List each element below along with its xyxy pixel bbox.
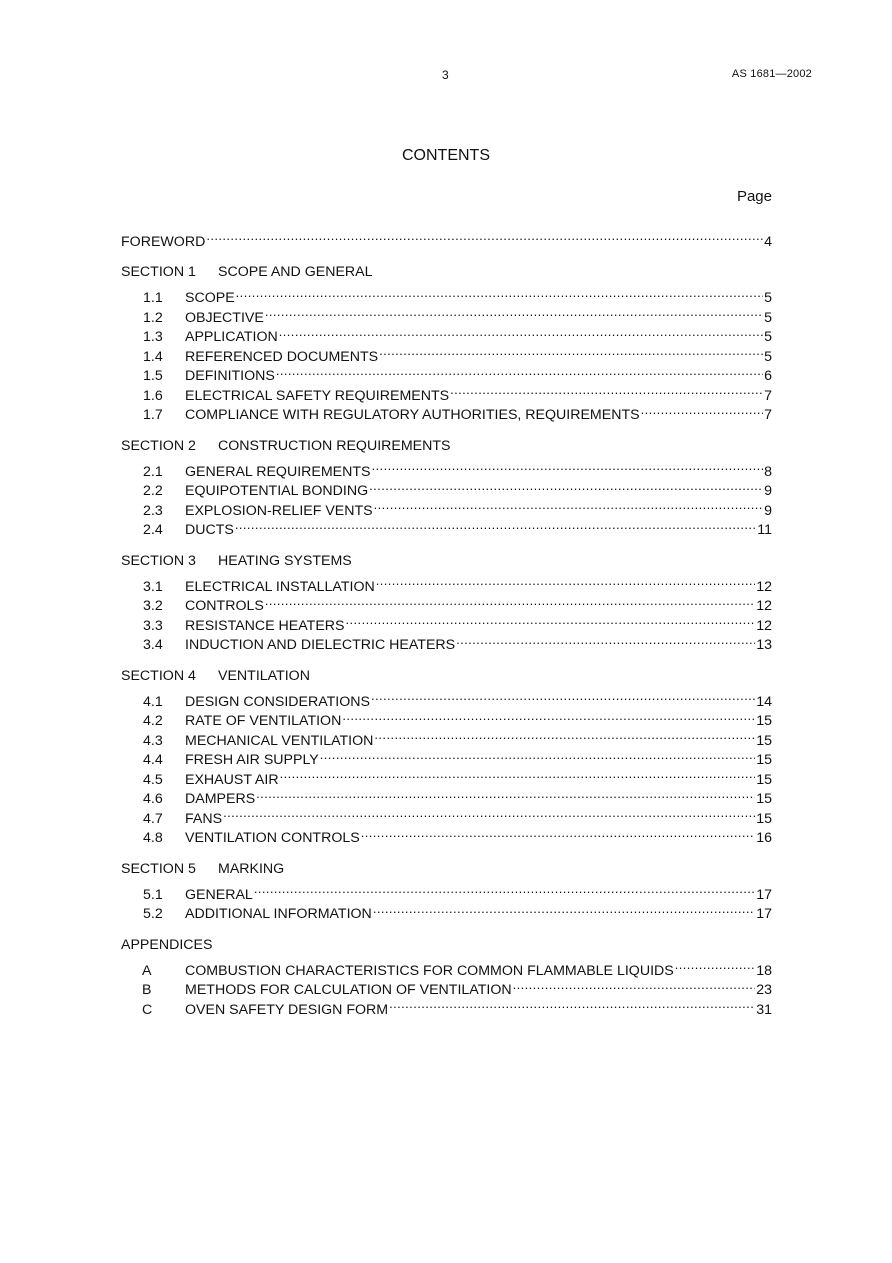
toc-entry-title: ELECTRICAL SAFETY REQUIREMENTS	[185, 387, 450, 404]
toc-entry-title: EXPLOSION-RELIEF VENTS	[185, 502, 373, 519]
toc-entry-page: 5	[764, 290, 772, 306]
toc-entry-title: REFERENCED DOCUMENTS	[185, 348, 379, 365]
toc-entry-number: 4.4	[143, 752, 163, 768]
toc-entry-number: 2.2	[143, 483, 163, 499]
dot-leader	[223, 803, 755, 823]
toc-entry-title: DEFINITIONS	[185, 368, 275, 384]
dot-leader	[320, 745, 755, 765]
toc-entry-page: 5	[764, 309, 772, 326]
toc-entry-page: 11	[757, 522, 772, 538]
toc-entry-foreword[interactable]	[121, 226, 772, 250]
toc-entry-number: 4.5	[143, 771, 163, 788]
toc-entry-number: 5.1	[143, 886, 163, 903]
dot-leader	[279, 322, 763, 342]
toc-entry-title: INDUCTION AND DIELECTRIC HEATERS	[185, 637, 456, 653]
toc-entry-number: 2.3	[143, 502, 163, 519]
dot-leader	[373, 899, 755, 919]
toc-entry-number: 3.4	[143, 637, 163, 653]
toc-entry-number: 2.1	[143, 463, 163, 480]
toc-entry-page: 8	[764, 463, 772, 480]
toc-entry-number: A	[142, 962, 152, 979]
toc-entry-number: 1.4	[143, 348, 163, 365]
toc-entry-page: 15	[756, 810, 772, 827]
toc-entry-page: 12	[756, 617, 772, 634]
toc-entry-page: 4	[764, 233, 772, 250]
toc-entry[interactable]	[121, 879, 772, 903]
dot-leader	[641, 400, 764, 420]
toc-entry-number: 4.7	[143, 810, 163, 827]
dot-leader	[513, 975, 756, 995]
toc-entry-number: 3.2	[143, 598, 163, 614]
dot-leader	[361, 823, 755, 843]
toc-entry-page: 13	[756, 637, 772, 653]
toc-entry-page: 31	[756, 1001, 772, 1018]
dot-leader	[254, 879, 755, 899]
section-number: SECTION 4	[121, 667, 196, 684]
toc-entry-page: 15	[756, 752, 772, 768]
toc-entry-title: DUCTS	[185, 522, 234, 538]
dot-leader	[236, 283, 763, 303]
dot-leader	[276, 361, 763, 381]
dot-leader	[374, 495, 763, 515]
appendices-heading	[121, 936, 772, 956]
toc-entry-title: VENTILATION CONTROLS	[185, 830, 360, 846]
page-column-label: Page	[736, 188, 772, 205]
toc-entry-number: 1.7	[143, 407, 163, 423]
toc-entry-title: FANS	[185, 810, 223, 827]
toc-entry-page: 9	[764, 502, 772, 519]
toc-entry-page: 7	[764, 407, 772, 423]
toc-entry-number: 1.3	[143, 329, 163, 345]
dot-leader	[372, 456, 764, 476]
toc-entry-title: APPLICATION	[185, 329, 278, 345]
toc-entry-page: 17	[756, 906, 772, 922]
toc-entry-title: RESISTANCE HEATERS	[185, 617, 345, 634]
toc-entry-title: COMBUSTION CHARACTERISTICS FOR COMMON FLAMMABLE LIQUIDS	[185, 962, 674, 979]
section-number: SECTION 1	[121, 264, 196, 280]
toc-entry-number: B	[142, 982, 152, 998]
toc-entry-page: 14	[756, 693, 772, 710]
dot-leader	[369, 476, 763, 496]
toc-entry-title: ADDITIONAL INFORMATION	[185, 906, 372, 922]
section-gap	[121, 246, 772, 264]
toc-entry-number: 3.3	[143, 617, 163, 634]
toc-entry-number: 4.2	[143, 713, 163, 729]
section-heading[interactable]	[121, 437, 772, 457]
toc-entry-title: GENERAL	[185, 886, 253, 903]
dot-leader	[235, 515, 756, 535]
dot-leader	[346, 610, 756, 630]
toc-entry-page: 15	[756, 732, 772, 749]
toc-entry-number: 5.2	[143, 906, 163, 922]
section-number: SECTION 2	[121, 437, 196, 454]
toc-entry-page: 5	[764, 348, 772, 365]
toc-entry-page: 12	[756, 598, 772, 614]
toc-entry-title: EXHAUST AIR	[185, 771, 279, 788]
toc-entry-page: 16	[756, 830, 772, 846]
section-number: SECTION 5	[121, 860, 196, 877]
toc-entry-title: OVEN SAFETY DESIGN FORM	[185, 1001, 389, 1018]
toc-sections	[121, 246, 772, 922]
toc-entry-page: 15	[756, 771, 772, 788]
section-title: HEATING SYSTEMS	[218, 552, 352, 569]
toc-entry-number: 3.1	[143, 578, 163, 595]
dot-leader	[450, 380, 763, 400]
dot-leader	[379, 341, 763, 361]
toc-entry-title: MECHANICAL VENTILATION	[185, 732, 374, 749]
toc-entry-page: 18	[756, 962, 772, 979]
toc-entry-title: ELECTRICAL INSTALLATION	[185, 578, 375, 595]
toc-entry-page: 15	[756, 791, 772, 807]
table-of-contents	[121, 226, 772, 1018]
toc-entry-number: 1.2	[143, 309, 163, 326]
toc-entry-number: 1.5	[143, 368, 163, 384]
dot-leader	[265, 302, 763, 322]
dot-leader	[256, 784, 755, 804]
toc-entry-number: 4.1	[143, 693, 163, 710]
toc-entry-page: 23	[756, 982, 772, 998]
toc-entry[interactable]	[121, 283, 772, 306]
document-identifier: AS 1681—2002	[731, 68, 812, 80]
section-title: VENTILATION	[218, 667, 310, 684]
dot-leader	[206, 226, 763, 246]
contents-title: CONTENTS	[402, 147, 490, 164]
section-heading[interactable]	[121, 552, 772, 572]
dot-leader	[376, 571, 755, 591]
toc-entry-page: 5	[764, 329, 772, 345]
section-heading[interactable]	[121, 860, 772, 880]
dot-leader	[371, 686, 755, 706]
toc-entry-number: 4.8	[143, 830, 163, 846]
toc-entry-number: 2.4	[143, 522, 163, 538]
toc-entry-title: COMPLIANCE WITH REGULATORY AUTHORITIES, REQUIREMENTS	[185, 407, 640, 423]
section-title: SCOPE AND GENERAL	[218, 264, 373, 280]
toc-entry-number: 1.6	[143, 387, 163, 404]
dot-leader	[456, 630, 755, 650]
section-title: MARKING	[218, 860, 285, 877]
section-heading[interactable]	[121, 263, 772, 283]
toc-entry-title: DESIGN CONSIDERATIONS	[185, 693, 370, 710]
page-number: 3	[442, 68, 449, 82]
toc-entry-title: FOREWORD	[121, 233, 206, 250]
section-title: CONSTRUCTION REQUIREMENTS	[218, 437, 451, 454]
toc-entry[interactable]	[121, 456, 772, 480]
toc-entry-page: 15	[756, 713, 772, 729]
toc-entry-page: 17	[756, 886, 772, 903]
toc-entry-page: 7	[764, 387, 772, 404]
toc-entry-number: 1.1	[143, 290, 163, 306]
toc-entry-page: 6	[764, 368, 772, 384]
toc-entry-title: RATE OF VENTILATION	[185, 713, 342, 729]
toc-entry[interactable]	[121, 571, 772, 595]
dot-leader	[675, 955, 755, 975]
toc-entry-page: 12	[756, 578, 772, 595]
dot-leader	[389, 994, 755, 1014]
toc-entry-number: 4.6	[143, 791, 163, 807]
section-heading[interactable]	[121, 667, 772, 687]
dot-leader	[342, 706, 755, 726]
dot-leader	[265, 591, 755, 611]
dot-leader	[280, 764, 756, 784]
toc-appendices	[121, 955, 772, 1018]
toc-entry-title: METHODS FOR CALCULATION OF VENTILATION	[185, 982, 512, 998]
toc-entry-title: CONTROLS	[185, 598, 264, 614]
toc-entry[interactable]	[121, 686, 772, 710]
toc-entry-title: EQUIPOTENTIAL BONDING	[185, 483, 369, 499]
dot-leader	[374, 725, 755, 745]
toc-entry-title: DAMPERS	[185, 791, 256, 807]
toc-entry-number: C	[142, 1001, 153, 1018]
toc-entry-number: 4.3	[143, 732, 163, 749]
toc-entry-title: GENERAL REQUIREMENTS	[185, 463, 371, 480]
toc-entry-title: FRESH AIR SUPPLY	[185, 752, 319, 768]
toc-entry-page: 9	[764, 483, 772, 499]
section-number: SECTION 3	[121, 552, 196, 569]
toc-entry-title: OBJECTIVE	[185, 309, 264, 326]
toc-entry-title: SCOPE	[185, 290, 235, 306]
toc-appendix-entry[interactable]	[121, 955, 772, 979]
appendices-heading-label: APPENDICES	[121, 936, 213, 953]
